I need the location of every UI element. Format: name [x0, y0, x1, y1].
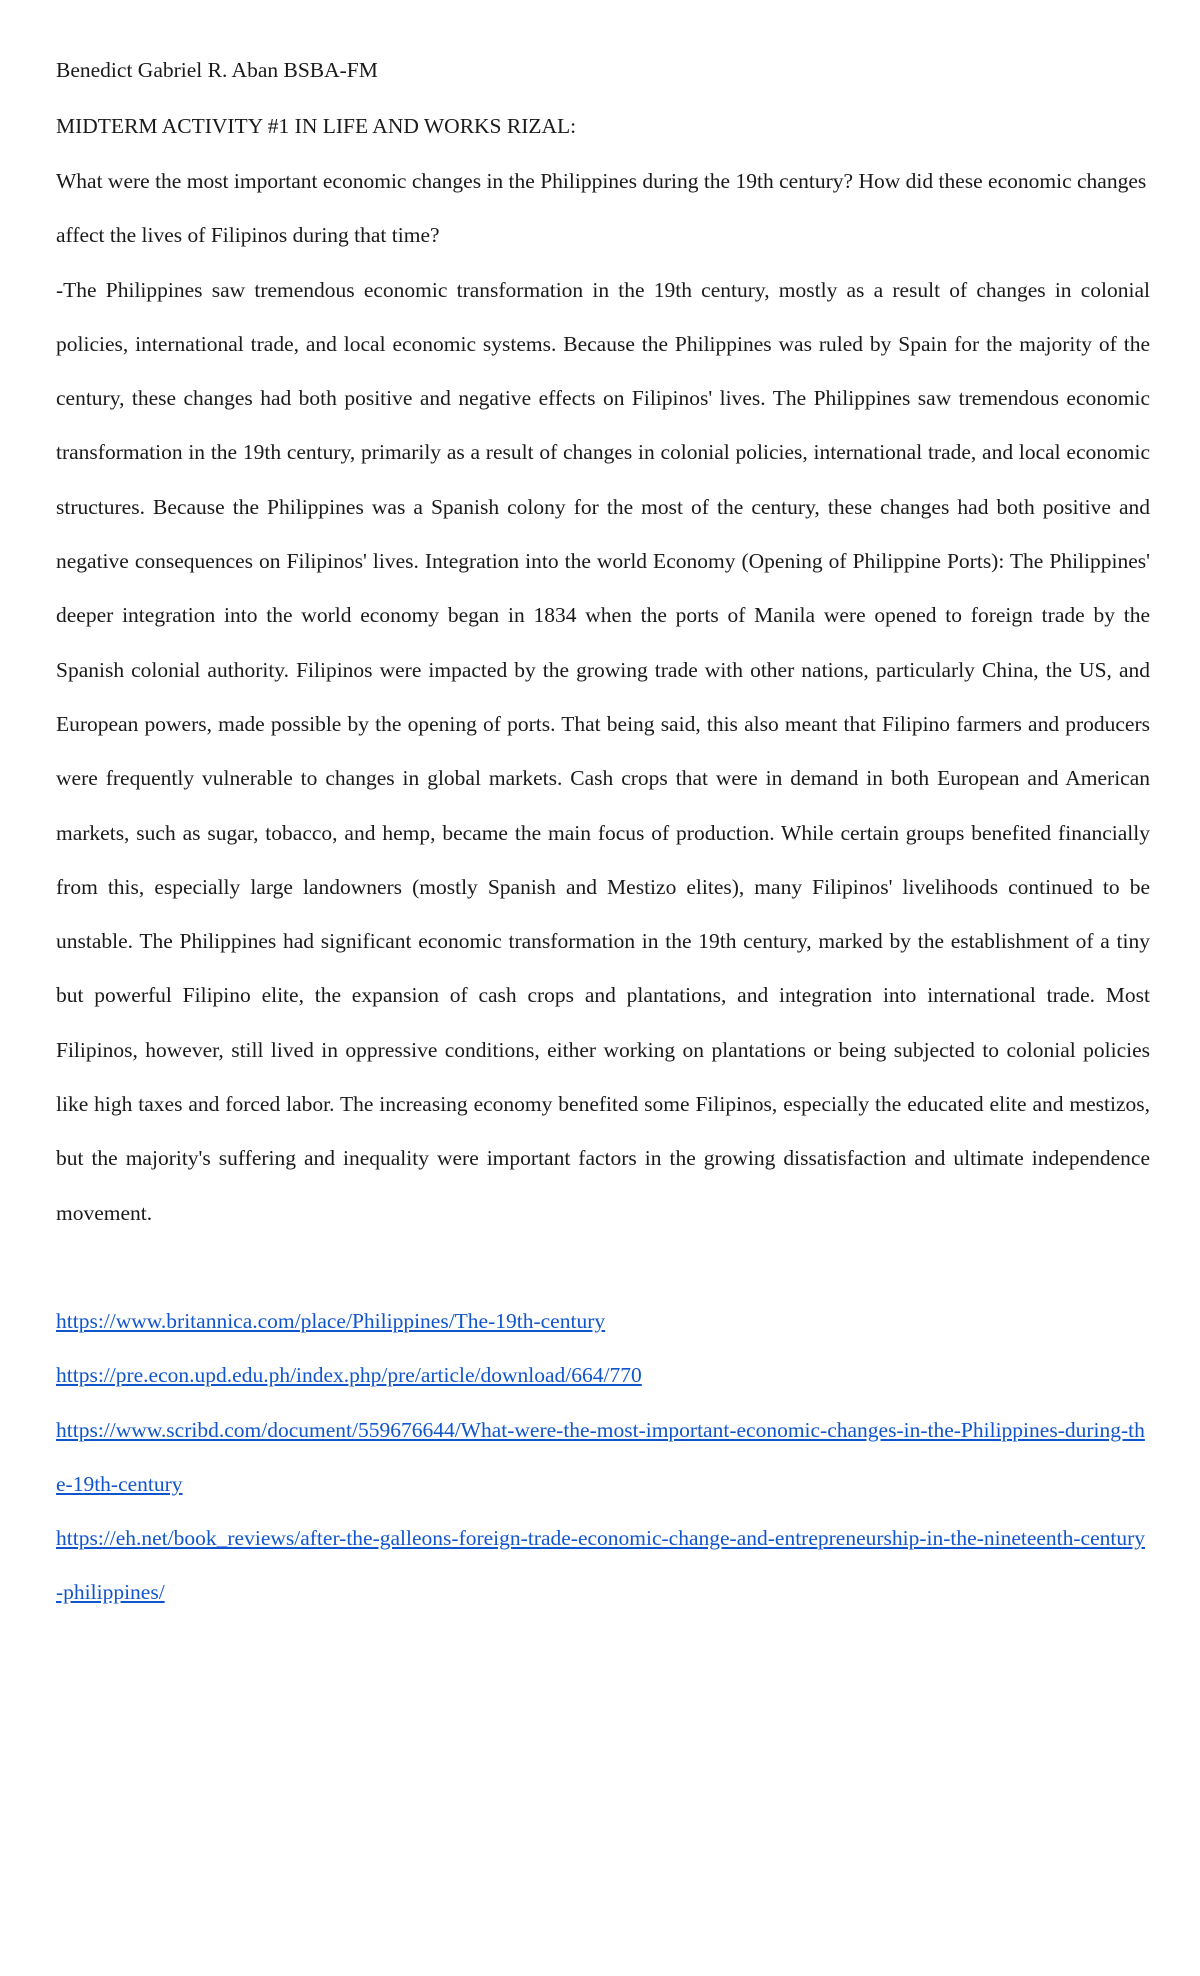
- author-line: Benedict Gabriel R. Aban BSBA-FM: [56, 58, 378, 82]
- reference-item: [56, 1403, 1150, 1512]
- reference-link-scribd[interactable]: https://www.scribd.com/document/559676644/What-were-the-most-important-economic-changes-in-the-Philippines-during-the-19th-century: [56, 1417, 1145, 1496]
- reference-item: [56, 1348, 1150, 1402]
- reference-link-britannica[interactable]: https://www.britannica.com/place/Philippines/The-19th-century: [56, 1308, 606, 1333]
- reference-link-upd[interactable]: https://pre.econ.upd.edu.ph/index.php/pre/article/download/664/770: [56, 1363, 642, 1388]
- section-spacer: [56, 1240, 1150, 1294]
- reference-item: [56, 1511, 1150, 1620]
- reference-item: [56, 1294, 1150, 1348]
- document-content: [56, 52, 1150, 1620]
- answer-paragraph: -The Philippines saw tremendous economic transformation in the 19th century, mostly as a result of changes in colonial policies, international trade, and local economic systems. Because the Philippines was ruled by Spain for the majority of the century, these changes had both positive and negative effects on Filipinos' lives. The Philippines saw tremendous economic transformation in the 19th century, primarily as a result of changes in colonial policies, international trade, and local economic structures. Because the Philippines was a Spanish colony for the most of the century, these changes had both positive and negative consequences on Filipinos' lives. Integration into the world Economy (Opening of Philippine Ports): The Philippines' deeper integration into the world economy began in 1834 when the ports of Manila were opened to foreign trade by the Spanish colonial authority. Filipinos were impacted by the growing trade with other nations, particularly China, the US, and European powers, made possible by the opening of ports. That being said, this also meant that Filipino farmers and producers were frequently vulnerable to changes in global markets. Cash crops that were in demand in both European and American markets, such as sugar, tobacco, and hemp, became the main focus of production. While certain groups benefited financially from this, especially large landowners (mostly Spanish and Mestizo elites), many Filipinos' livelihoods continued to be unstable. The Philippines had significant economic transformation in the 19th century, marked by the establishment of a tiny but powerful Filipino elite, the expansion of cash crops and plantations, and integration into international trade. Most Filipinos, however, still lived in oppressive conditions, either working on plantations or being subjected to colonial policies like high taxes and forced labor. The increasing economy benefited some Filipinos, especially the educated elite and mestizos, but the majority's suffering and inequality were important factors in the growing dissatisfaction and ultimate independence movement.: [56, 277, 1150, 1225]
- activity-title: MIDTERM ACTIVITY #1 IN LIFE AND WORKS RIZAL:: [56, 114, 577, 138]
- reference-link-ehnet[interactable]: https://eh.net/book_reviews/after-the-galleons-foreign-trade-economic-change-and-entrepreneurship-in-the-nineteenth-century-philippines/: [56, 1526, 1146, 1605]
- question-text: What were the most important economic changes in the Philippines during the 19th century? How did these economic changes affect the lives of Filipinos during that time?: [56, 169, 1147, 248]
- reference-list: [56, 1294, 1150, 1620]
